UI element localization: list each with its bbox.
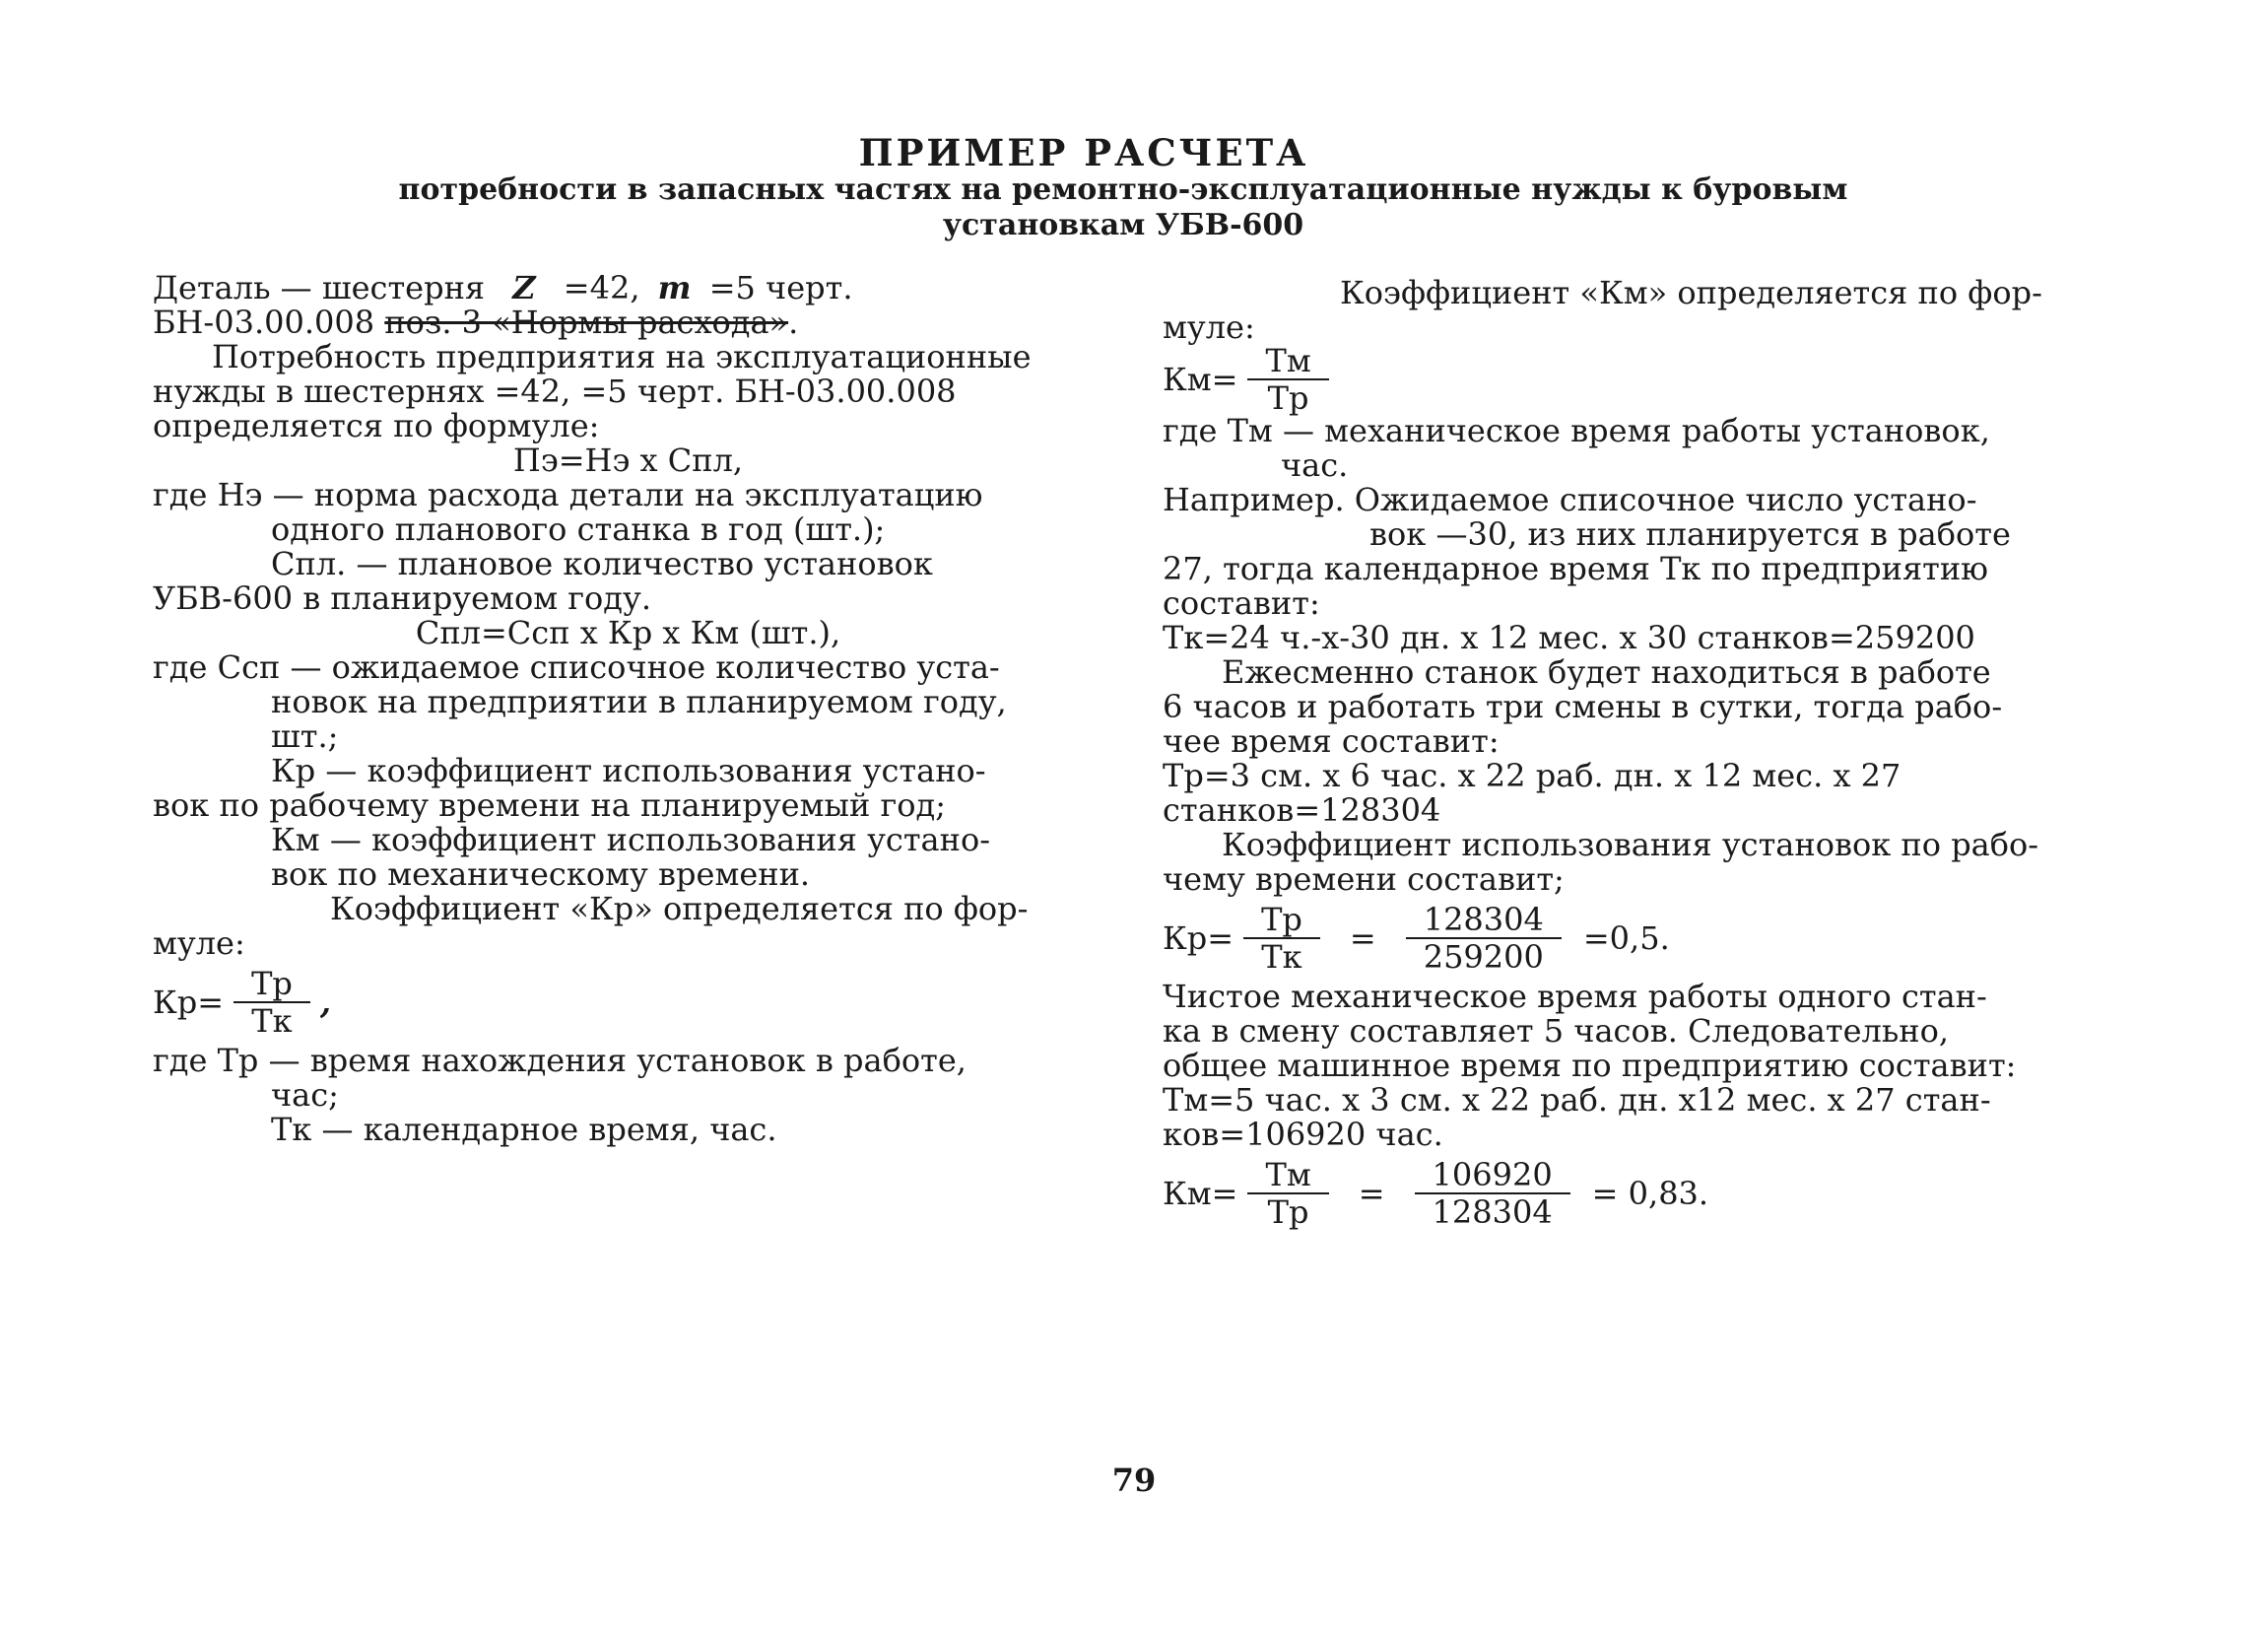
page-subtitle [355, 172, 1892, 243]
denominator: Тк [251, 1002, 293, 1040]
handwritten-comma: , [319, 983, 332, 1021]
numerator: 106920 [1415, 1157, 1570, 1194]
text-line: общее машинное время по предприятию составит: [1163, 1047, 2017, 1084]
text-line: шт.; [271, 717, 339, 755]
page-title: ПРИМЕР РАСЧЕТА [858, 131, 1309, 174]
text-line: где Ссп — ожидаемое списочное количество уста- [153, 648, 1000, 686]
text-line [153, 271, 1103, 306]
text-line: ка в смену составляет 5 часов. Следовательно, [1163, 1012, 1950, 1050]
left-column [153, 271, 1103, 1147]
text-fragment: =5 черт. [708, 269, 853, 306]
denominator: Тк [1261, 938, 1302, 976]
text-line: Тм=5 час. х 3 см. х 22 раб. дн. х12 мес. х 27 стан- [1163, 1081, 1991, 1119]
fraction [1406, 902, 1562, 975]
text-line: 27, тогда календарное время Тк по предприятию [1163, 550, 1989, 587]
fraction [1247, 343, 1328, 416]
formula-label: Км= [1163, 1174, 1238, 1212]
text-line: час. [1281, 446, 1349, 484]
formula-label: Кр= [1163, 918, 1234, 957]
text-line: вок —30, из них планируется в работе [1369, 515, 2011, 553]
fraction [233, 966, 310, 1039]
text-line: станков=128304 [1163, 791, 1441, 829]
text-line: Коэффициент «Кр» определяется по фор- [330, 890, 1029, 927]
text-line: 6 часов и работать три смены в сутки, тогда рабо- [1163, 688, 2003, 725]
text-fragment: =42, [563, 269, 640, 306]
text-line: Потребность предприятия на эксплуатационные [212, 338, 1032, 375]
denominator: Тр [1267, 379, 1309, 417]
kp-formula [153, 961, 1103, 1044]
denominator: 128304 [1432, 1193, 1553, 1231]
formula-line: Спл=Ссп х Кр х Км (шт.), [415, 614, 841, 651]
text-line: Тк=24 ч.-х-30 дн. х 12 мес. х 30 станков=259200 [1163, 619, 1975, 656]
handwritten-z-symbol: Z [512, 269, 536, 306]
text-line: где Нэ — норма расхода детали на эксплуатацию [153, 476, 983, 513]
fraction [1243, 902, 1320, 975]
text-line: Ежесменно станок будет находиться в работе [1222, 653, 1991, 691]
text-fragment: . [788, 304, 799, 341]
text-line: Например. Ожидаемое списочное число устано- [1163, 481, 1977, 518]
text-line: Спл. — плановое количество установок [271, 545, 933, 582]
text-line: Кр — коэффициент использования устано- [271, 752, 986, 789]
fraction [1415, 1157, 1570, 1230]
text-line: одного планового станка в год (шт.); [271, 510, 886, 548]
text-line: Коэффициент использования установок по рабо- [1222, 826, 2039, 863]
struck-out-text: поз. 3 «Нормы расхода» [384, 304, 789, 341]
result: =0,5. [1582, 918, 1670, 957]
text-line: вок по механическому времени. [271, 855, 811, 893]
kp-calculation [1163, 897, 2108, 980]
text-line: вок по рабочему времени на планируемый год; [153, 786, 946, 824]
subtitle-line-2: установкам УБВ-600 [942, 208, 1304, 242]
km-formula [1163, 342, 2108, 417]
text-line: Чистое механическое время работы одного стан- [1163, 978, 1987, 1015]
text-line: где Тм — механическое время работы установок, [1163, 412, 1990, 449]
text-line: Км — коэффициент использования устано- [271, 821, 991, 858]
text-fragment: Деталь — шестерня [153, 269, 486, 306]
text-line: составит: [1163, 584, 1320, 622]
page-number: 79 [1111, 1461, 1157, 1499]
denominator: 259200 [1423, 938, 1544, 976]
text-line: где Тр — время нахождения установок в работе, [153, 1042, 967, 1079]
text-line: Тк — календарное время, час. [271, 1111, 777, 1148]
text-line: Тр=3 см. х 6 час. х 22 раб. дн. х 12 мес. х 27 [1163, 757, 1901, 794]
text-line [153, 306, 1103, 340]
text-line: определяется по формуле: [153, 407, 600, 444]
numerator: 128304 [1406, 902, 1562, 939]
text-fragment: БН-03.00.008 [153, 304, 375, 341]
numerator: Тм [1247, 1157, 1328, 1194]
numerator: Тр [233, 966, 310, 1003]
text-line: час; [271, 1076, 339, 1114]
text-line: ков=106920 час. [1163, 1116, 1443, 1153]
handwritten-m-symbol: m [657, 269, 692, 306]
text-line: чее время составит: [1163, 722, 1500, 760]
formula-label: Кр= [153, 983, 225, 1021]
numerator: Тм [1247, 343, 1328, 380]
text-line: новок на предприятии в планируемом году, [271, 683, 1007, 720]
result: = 0,83. [1591, 1174, 1709, 1212]
equals-sign: = [1349, 918, 1376, 957]
subtitle-line-1: потребности в запасных частях на ремонтно-эксплуатационные нужды к буровым [398, 172, 1848, 207]
formula-line: Пэ=Нэ х Спл, [512, 441, 744, 479]
equals-sign: = [1358, 1174, 1385, 1212]
km-calculation [1163, 1152, 2108, 1235]
text-line: муле: [153, 924, 245, 962]
formula-label: Км= [1163, 360, 1238, 398]
text-line: УБВ-600 в планируемом году. [153, 579, 651, 617]
denominator: Тр [1267, 1193, 1309, 1231]
text-line: чему времени составит; [1163, 860, 1565, 898]
text-line: нужды в шестернях =42, =5 черт. БН-03.00.008 [153, 373, 957, 410]
text-line: муле: [1163, 308, 1255, 346]
numerator: Тр [1243, 902, 1320, 939]
right-column [1163, 276, 2108, 1235]
text-line: Коэффициент «Км» определяется по фор- [1340, 274, 2042, 311]
fraction [1247, 1157, 1328, 1230]
